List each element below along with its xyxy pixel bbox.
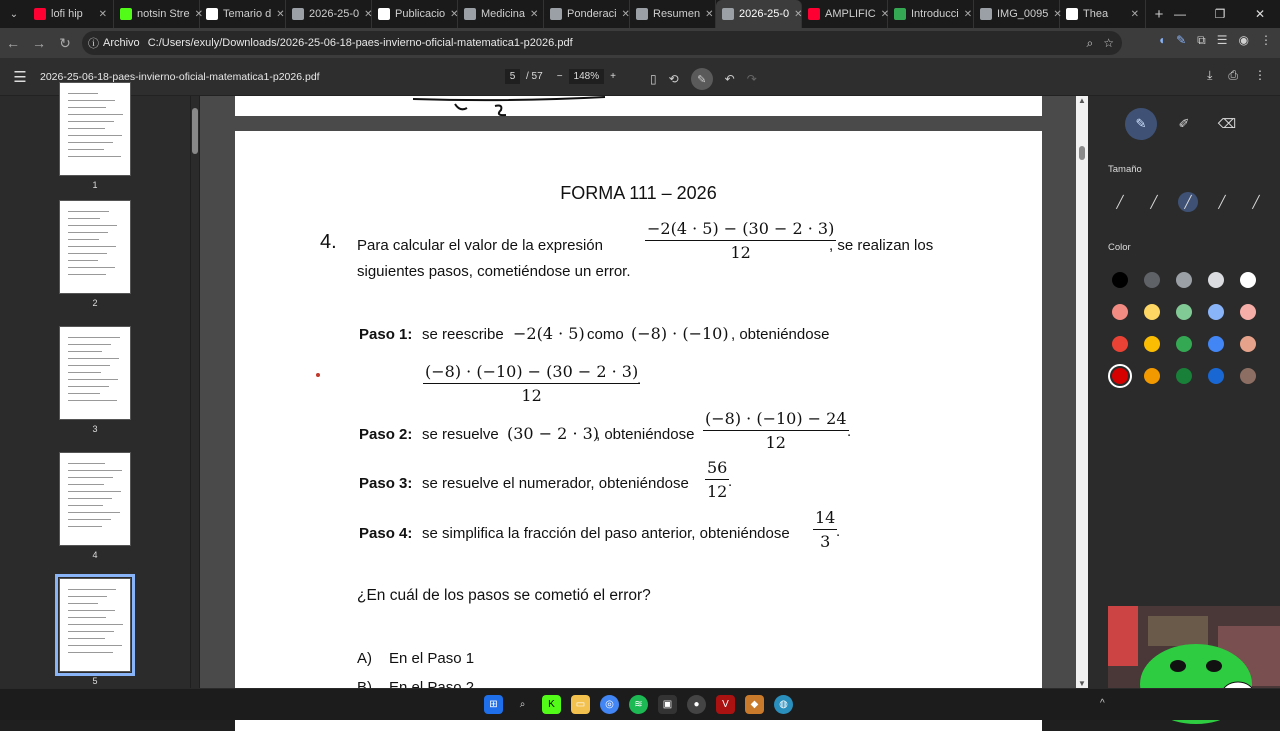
paso3-text: se resuelve el numerador, obteniéndose	[422, 475, 689, 492]
color-swatch[interactable]	[1240, 336, 1256, 352]
tab-11[interactable]	[888, 0, 974, 28]
tab-close-icon[interactable]: ✕	[963, 8, 973, 20]
pdf-tools	[650, 68, 757, 90]
tab-label: Temario d	[223, 8, 272, 20]
tab-label: Publicacio	[395, 8, 446, 20]
color-swatch[interactable]	[1240, 304, 1256, 320]
paso1-numerator: (−8) · (−10) − (30 − 2 · 3)	[423, 362, 640, 384]
tab-favicon-icon	[206, 8, 218, 20]
tab-3[interactable]	[200, 0, 286, 28]
tab-12[interactable]	[974, 0, 1060, 28]
tab-favicon-icon	[464, 8, 476, 20]
page-thumbnail-1[interactable]	[59, 82, 131, 176]
paso1-math2: (−8) · (−10)	[631, 324, 729, 343]
print-icon[interactable]: ⎙	[1228, 68, 1238, 82]
pdf-page	[235, 131, 1042, 731]
paso3-fraction	[705, 458, 729, 501]
tab-favicon-icon	[636, 8, 648, 20]
paso2-fraction	[703, 409, 852, 452]
paso1-text-b: como	[587, 326, 624, 343]
tab-close-icon[interactable]: ✕	[530, 8, 539, 20]
windows-start-icon[interactable]: ⊞	[484, 695, 503, 714]
size-3-icon[interactable]: ╱	[1178, 192, 1198, 212]
zoom-icon[interactable]: ⌕	[1086, 35, 1094, 50]
app-icon-record[interactable]: ●	[687, 695, 706, 714]
paso1-label: Paso 1:	[359, 326, 413, 343]
question-number: 4.	[320, 231, 337, 253]
tab-close-icon[interactable]: ✕	[276, 8, 285, 20]
page-controls	[505, 69, 616, 84]
tab-strip	[0, 0, 1280, 28]
paso4-text: se simplifica la fracción del paso anterior, obteniéndose	[422, 525, 790, 542]
tab-favicon-icon	[1066, 8, 1078, 20]
paso1-text-c: , obteniéndose	[731, 326, 830, 343]
page-thumbnail-number: 2	[92, 298, 98, 308]
tab-label: Resumen	[653, 8, 701, 20]
paso4-denominator: 3	[820, 532, 831, 551]
sidebar-scrollbar[interactable]	[191, 96, 199, 688]
size-options	[1110, 192, 1266, 212]
kick-app-icon[interactable]: K	[542, 695, 561, 714]
page-total: / 57	[526, 71, 543, 82]
tab-favicon-icon	[292, 8, 304, 20]
reload-icon[interactable]: ↻	[59, 34, 71, 51]
paso3-numerator: 56	[705, 458, 729, 480]
paso4-period: .	[836, 523, 841, 540]
fit-page-icon[interactable]: ▯	[650, 72, 657, 86]
tab-label: Introducci	[911, 8, 959, 20]
reading-list-icon[interactable]: ☰	[1216, 33, 1228, 47]
thumbnail-sidebar	[0, 96, 190, 688]
tab-label: Medicina	[481, 8, 526, 20]
app-icon-globe[interactable]: ◍	[774, 695, 793, 714]
expression-fraction	[645, 219, 836, 262]
tab-1[interactable]	[28, 0, 114, 28]
color-swatch[interactable]	[1144, 336, 1160, 352]
eraser-tool-icon[interactable]: ⌫	[1217, 116, 1237, 131]
file-explorer-icon[interactable]: ▭	[571, 695, 590, 714]
size-1-icon[interactable]: ╱	[1116, 195, 1124, 209]
tab-label: IMG_0095	[997, 8, 1049, 20]
rotate-icon[interactable]: ⟲	[668, 72, 679, 86]
color-swatch[interactable]	[1208, 336, 1224, 352]
color-swatch[interactable]	[1176, 368, 1192, 384]
tab-label: Thea	[1083, 8, 1109, 20]
tab-label: lofi hip	[51, 8, 83, 20]
extension-icon[interactable]: ◖	[1157, 33, 1166, 47]
page-thumbnail-number: 3	[92, 424, 98, 434]
paso2-text-b: , obteniéndose	[596, 426, 695, 443]
tab-2[interactable]	[114, 0, 203, 28]
page-thumbnail-2[interactable]	[59, 200, 131, 294]
info-icon: ⓘ	[88, 38, 99, 50]
color-swatch[interactable]	[1176, 304, 1192, 320]
page-number-input[interactable]: 5	[505, 69, 520, 84]
annotation-panel	[1088, 96, 1280, 688]
tab-favicon-icon	[34, 8, 46, 20]
scroll-down-icon[interactable]: ▼	[1078, 679, 1086, 688]
tab-4[interactable]	[286, 0, 372, 28]
tab-favicon-icon	[894, 8, 906, 20]
color-label: Color	[1108, 242, 1131, 253]
expression-denominator: 12	[730, 243, 751, 262]
address-bar[interactable]	[82, 31, 1122, 55]
extensions-puzzle-icon[interactable]: ⧉	[1197, 33, 1206, 47]
tab-close-icon[interactable]: ✕	[364, 8, 373, 20]
app-icon-game[interactable]: ◆	[745, 695, 764, 714]
bookmark-star-icon[interactable]: ☆	[1103, 35, 1114, 50]
paso2-denominator: 12	[765, 433, 786, 452]
translate-extension-icon[interactable]: ✎	[1176, 33, 1187, 47]
paso1-text-a: se reescribe	[422, 326, 504, 343]
tab-9[interactable]	[716, 0, 802, 28]
tab-close-icon[interactable]: ✕	[1130, 8, 1139, 20]
pdf-viewer[interactable]	[200, 96, 1076, 688]
zoom-out-icon[interactable]: −	[556, 71, 563, 82]
undo-icon[interactable]: ↶	[724, 72, 735, 86]
color-swatch[interactable]	[1144, 304, 1160, 320]
taskbar-icons	[484, 695, 793, 714]
intro-text-line2: siguientes pasos, cometiéndose un error.	[357, 263, 631, 280]
color-swatches	[1112, 272, 1256, 384]
color-swatch[interactable]	[1144, 272, 1160, 288]
expression-numerator: −2(4 · 5) − (30 − 2 · 3)	[645, 219, 836, 241]
tray-chevron-icon[interactable]: ^	[1100, 698, 1105, 709]
paso2-label: Paso 2:	[359, 426, 413, 443]
color-swatch[interactable]	[1208, 272, 1224, 288]
tab-8[interactable]	[630, 0, 716, 28]
spotify-icon[interactable]: ≋	[629, 695, 648, 714]
pdf-actions	[1207, 68, 1266, 83]
size-5-icon[interactable]: ╱	[1252, 195, 1260, 209]
taskbar	[0, 688, 1280, 720]
tab-5[interactable]	[372, 0, 458, 28]
redo-icon[interactable]: ↷	[746, 72, 757, 86]
paso2-period: .	[847, 423, 852, 440]
color-swatch[interactable]	[1112, 304, 1128, 320]
paso2-math: (30 − 2 · 3)	[507, 424, 600, 443]
tab-label: 2026-25-0	[739, 8, 790, 20]
tab-favicon-icon	[980, 8, 992, 20]
download-icon[interactable]: ⤓	[1207, 68, 1213, 82]
toolbar	[0, 28, 1280, 58]
pen-tool-icon[interactable]: ✎	[1125, 108, 1157, 140]
close-window-icon[interactable]: ✕	[1254, 7, 1266, 21]
exam-form-header: FORMA 111 – 2026	[560, 183, 717, 203]
tab-label: notsin Stre	[137, 8, 190, 20]
paso3-label: Paso 3:	[359, 475, 413, 492]
color-swatch[interactable]	[1208, 304, 1224, 320]
tab-favicon-icon	[808, 8, 820, 20]
page-thumbnail-number: 4	[92, 550, 98, 560]
handwritten-mark	[410, 96, 610, 116]
zoom-level[interactable]: 148%	[569, 69, 605, 84]
new-tab-button[interactable]: +	[1154, 5, 1164, 23]
back-icon[interactable]: ←	[6, 35, 20, 51]
sidebar-toggle-icon[interactable]: ☰	[13, 68, 27, 86]
zoom-in-icon[interactable]: +	[610, 71, 616, 82]
option-a-text: En el Paso 1	[389, 650, 475, 667]
url-text[interactable]: C:/Users/exuly/Downloads/2026-25-06-18-paes-invierno-oficial-matematica1-p2026.pdf	[147, 37, 573, 49]
option-a-letter: A)	[357, 650, 372, 667]
intro-tail: , se realizan los	[829, 237, 934, 254]
page-thumbnail-3[interactable]	[59, 326, 131, 420]
paso2-numerator: (−8) · (−10) − 24	[703, 409, 849, 431]
paso1-period: .	[637, 371, 642, 388]
intro-text: Para calcular el valor de la expresión	[357, 237, 603, 254]
tab-close-icon[interactable]: ✕	[1053, 8, 1062, 20]
tab-close-icon[interactable]: ✕	[621, 8, 630, 20]
color-swatch[interactable]	[1176, 272, 1192, 288]
page-thumbnail-number: 5	[92, 676, 98, 686]
size-4-icon[interactable]: ╱	[1218, 195, 1226, 209]
previous-page-bottom	[235, 96, 1042, 116]
pdf-toolbar	[0, 58, 1280, 96]
color-swatch[interactable]	[1208, 368, 1224, 384]
paso3-period: .	[728, 473, 733, 490]
question-text: ¿En cuál de los pasos se cometió el error?	[357, 587, 651, 604]
maximize-icon[interactable]: ❐	[1214, 7, 1226, 21]
terminal-icon[interactable]: ▣	[658, 695, 677, 714]
color-swatch[interactable]	[1176, 336, 1192, 352]
menu-kebab-icon[interactable]: ⋮	[1260, 33, 1272, 47]
paso2-text-a: se resuelve	[422, 426, 499, 443]
paso1-fraction	[423, 362, 640, 405]
paso4-fraction	[813, 508, 837, 551]
tab-close-icon[interactable]: ✕	[794, 8, 803, 20]
page-thumbnail-4[interactable]	[59, 452, 131, 546]
tab-close-icon[interactable]: ✕	[98, 8, 107, 20]
tab-7[interactable]	[544, 0, 630, 28]
color-swatch[interactable]	[1144, 368, 1160, 384]
file-chip-label: Archivo	[103, 37, 140, 49]
color-swatch[interactable]	[1112, 336, 1128, 352]
paso3-denominator: 12	[707, 482, 728, 501]
annotation-dot	[316, 373, 320, 377]
page-thumbnail-number: 1	[92, 180, 98, 190]
paso4-label: Paso 4:	[359, 525, 413, 542]
chrome-icon[interactable]: ◎	[600, 695, 619, 714]
tab-label: AMPLIFIC	[825, 8, 876, 20]
scroll-up-icon[interactable]: ▲	[1078, 96, 1086, 105]
profile-icon[interactable]: ◉	[1238, 33, 1249, 47]
paso4-numerator: 14	[813, 508, 837, 530]
tab-label: Ponderaci	[567, 8, 617, 20]
tab-favicon-icon	[120, 8, 132, 20]
tab-13[interactable]	[1060, 0, 1146, 28]
page-thumbnail-5[interactable]	[59, 578, 131, 672]
extensions-area	[1158, 33, 1272, 48]
size-label: Tamaño	[1108, 164, 1142, 175]
color-swatch[interactable]	[1112, 272, 1128, 288]
color-swatch[interactable]	[1240, 368, 1256, 384]
tab-10[interactable]	[802, 0, 888, 28]
color-swatch[interactable]	[1240, 272, 1256, 288]
tab-search-icon[interactable]: ⌄	[9, 8, 19, 20]
window-controls	[1160, 0, 1280, 28]
tab-close-icon[interactable]: ✕	[450, 8, 459, 20]
size-2-icon[interactable]: ╱	[1150, 195, 1158, 209]
tab-close-icon[interactable]: ✕	[194, 8, 203, 20]
pdf-title: 2026-25-06-18-paes-invierno-oficial-matematica1-p2026.pdf	[40, 70, 320, 83]
color-swatch[interactable]	[1112, 368, 1128, 384]
paso1-denominator: 12	[521, 386, 542, 405]
minimize-icon[interactable]: —	[1174, 7, 1186, 21]
annotate-pen-icon[interactable]: ✎	[691, 68, 713, 90]
forward-icon[interactable]: →	[32, 35, 46, 51]
taskbar-search-icon[interactable]: ⌕	[519, 699, 526, 710]
more-options-icon[interactable]: ⋮	[1254, 68, 1266, 82]
tab-label: 2026-25-0	[309, 8, 360, 20]
tab-close-icon[interactable]: ✕	[880, 8, 890, 20]
tab-favicon-icon	[378, 8, 390, 20]
tab-6[interactable]	[458, 0, 544, 28]
highlighter-tool-icon[interactable]: ✐	[1178, 116, 1190, 131]
tab-favicon-icon	[550, 8, 562, 20]
file-chip[interactable]	[88, 35, 148, 51]
paso1-math1: −2(4 · 5)	[513, 324, 585, 343]
app-icon-v[interactable]: V	[716, 695, 735, 714]
tab-close-icon[interactable]: ✕	[705, 8, 714, 20]
tab-favicon-icon	[722, 8, 734, 20]
viewer-scrollbar[interactable]	[1076, 96, 1088, 688]
